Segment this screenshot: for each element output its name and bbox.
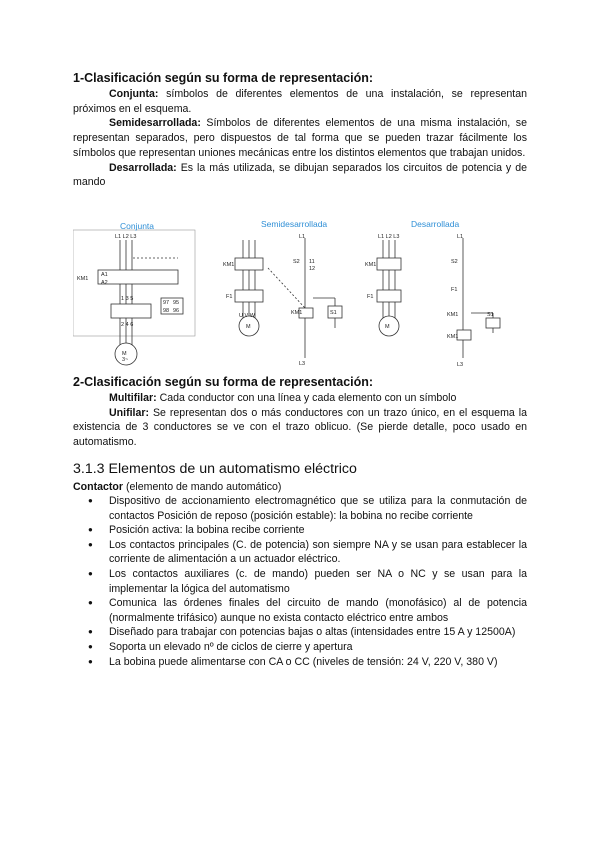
subtitle-term: Contactor xyxy=(73,481,124,493)
bullet-item: ● Posición activa: la bobina recibe corriente xyxy=(73,523,527,538)
c2: 2 xyxy=(121,322,125,328)
subtitle-text: (elemento de mando automático) xyxy=(123,481,282,493)
conjunta-98: 98 xyxy=(163,308,170,314)
label-desarrollada: Desarrollada xyxy=(411,219,460,229)
semi-l1: L1 xyxy=(299,234,306,240)
des-l1: L1 xyxy=(457,234,464,240)
semi-f1: F1 xyxy=(226,294,233,300)
term: Conjunta: xyxy=(109,88,159,100)
item-unifilar xyxy=(73,406,527,450)
definition: símbolos de diferentes elementos de una instalación, se representan próximos en el esquema. xyxy=(73,88,527,115)
bullet-item: ● Diseñado para trabajar con potencias bajas o altas (intensidades entre 15 A y 12500A) xyxy=(73,625,527,640)
des-f1-aux: F1 xyxy=(451,287,458,293)
section-2 xyxy=(73,375,527,450)
label-semidesarrollada: Semidesarrollada xyxy=(261,219,328,229)
c5: 5 xyxy=(130,296,134,302)
semi-l3: L3 xyxy=(299,361,306,367)
diagram-figure xyxy=(73,218,527,373)
item-semidesarrollada xyxy=(73,116,527,160)
conjunta-motor: M xyxy=(122,351,127,357)
section-1 xyxy=(73,71,527,190)
term: Semidesarrollada: xyxy=(109,117,201,130)
term: Desarrollada: xyxy=(109,161,177,174)
section-3-title: 3.1.3 Elementos de un automatismo eléctrico xyxy=(73,461,357,477)
conjunta-95: 95 xyxy=(173,300,180,306)
c1: 1 xyxy=(121,296,125,302)
conjunta-motor-type: 3~ xyxy=(122,357,129,363)
des-km1: KM1 xyxy=(365,262,377,268)
contactor-subtitle xyxy=(73,480,527,494)
semi-uvw: U V W xyxy=(239,313,255,319)
section-2-title: 2-Clasificación según su forma de representación: xyxy=(73,375,374,389)
conjunta-a2: A2 xyxy=(101,280,108,286)
term: Multifilar: xyxy=(109,392,157,404)
section-1-title: 1-Clasificación según su forma de representación: xyxy=(73,71,374,85)
semi-km1-coil: KM1 xyxy=(291,310,303,316)
des-phases: L1 L2 L3 xyxy=(378,234,400,240)
definition: Cada conductor con una línea y cada elemento con un símbolo xyxy=(156,392,457,404)
contactor-bullet-list xyxy=(73,494,527,669)
bullet-item: ● Dispositivo de accionamiento electromagnético que se utiliza para la conmutación de contactos Posición de reposo (posición estable): la bobina no recibe corriente xyxy=(73,494,527,523)
definition: Es la más utilizada, se dibujan separados los circuitos de potencia y de mando xyxy=(73,161,527,189)
conjunta-a1: A1 xyxy=(101,272,108,278)
wiring-diagrams-svg xyxy=(73,218,527,373)
conjunta-top-contacts xyxy=(121,296,133,302)
semi-12: 12 xyxy=(309,266,316,272)
c6: 6 xyxy=(130,322,134,328)
conjunta-96: 96 xyxy=(173,308,180,314)
definition: Se representan dos o más conductores con un trazo único, en el esquema la existencia de 3 conductores se ve con el trazo oblicuo. (Se pierde detalle, poco usado en automatismo. xyxy=(73,406,527,449)
semi-km1: KM1 xyxy=(223,262,235,268)
c4: 4 xyxy=(125,322,129,328)
term: Unifilar: xyxy=(109,406,150,419)
item-desarrollada xyxy=(73,161,527,190)
c3: 3 xyxy=(125,296,129,302)
semi-11: 11 xyxy=(309,259,315,265)
bullet-item: ● Comunica las órdenes finales del circuito de mando (monofásico) al de potencia (normalmente trifásico) aunque no exista contacto eléctrico entre ambos xyxy=(73,596,527,625)
conjunta-97: 97 xyxy=(163,300,170,306)
conjunta-km1: KM1 xyxy=(77,276,89,282)
bullet-item: ● Soporta un elevado nº de ciclos de cierre y apertura xyxy=(73,640,527,655)
semi-s2: S2 xyxy=(293,259,300,265)
des-l3: L3 xyxy=(457,362,464,368)
item-multifilar xyxy=(73,391,527,406)
definition: Símbolos de diferentes elementos de una misma instalación, se representan separados, pero dispuestos de tal forma que se pueden trazar fácilmente los símbolos que representan uniones mecánicas entre los distintos elementos que trabajan unidos. xyxy=(73,117,527,159)
bullet-item: ● La bobina puede alimentarse con CA o CC (niveles de tensión: 24 V, 220 V, 380 V) xyxy=(73,655,527,670)
semi-s1: S1 xyxy=(330,310,337,316)
des-motor: M xyxy=(385,324,390,330)
semi-motor: M xyxy=(246,324,251,330)
des-km1-aux: KM1 xyxy=(447,312,459,318)
des-f1: F1 xyxy=(367,294,374,300)
bullet-item: ● Los contactos principales (C. de potencia) son siempre NA y se usan para establecer la corriente de alimentación a un actuador eléctrico. xyxy=(73,538,527,567)
section-3 xyxy=(73,461,527,669)
des-s1: S1 xyxy=(487,312,494,318)
label-conjunta: Conjunta xyxy=(120,221,155,231)
bullet-item: ● Los contactos auxiliares (c. de mando) pueden ser NA o NC y se usan para la implementar la lógica del automatismo xyxy=(73,567,527,596)
conjunta-bottom-contacts xyxy=(121,322,133,328)
des-s2: S2 xyxy=(451,259,458,265)
des-km1-coil: KM1 xyxy=(447,334,459,340)
item-conjunta xyxy=(73,87,527,116)
conjunta-phases: L1 L2 L3 xyxy=(115,234,137,240)
